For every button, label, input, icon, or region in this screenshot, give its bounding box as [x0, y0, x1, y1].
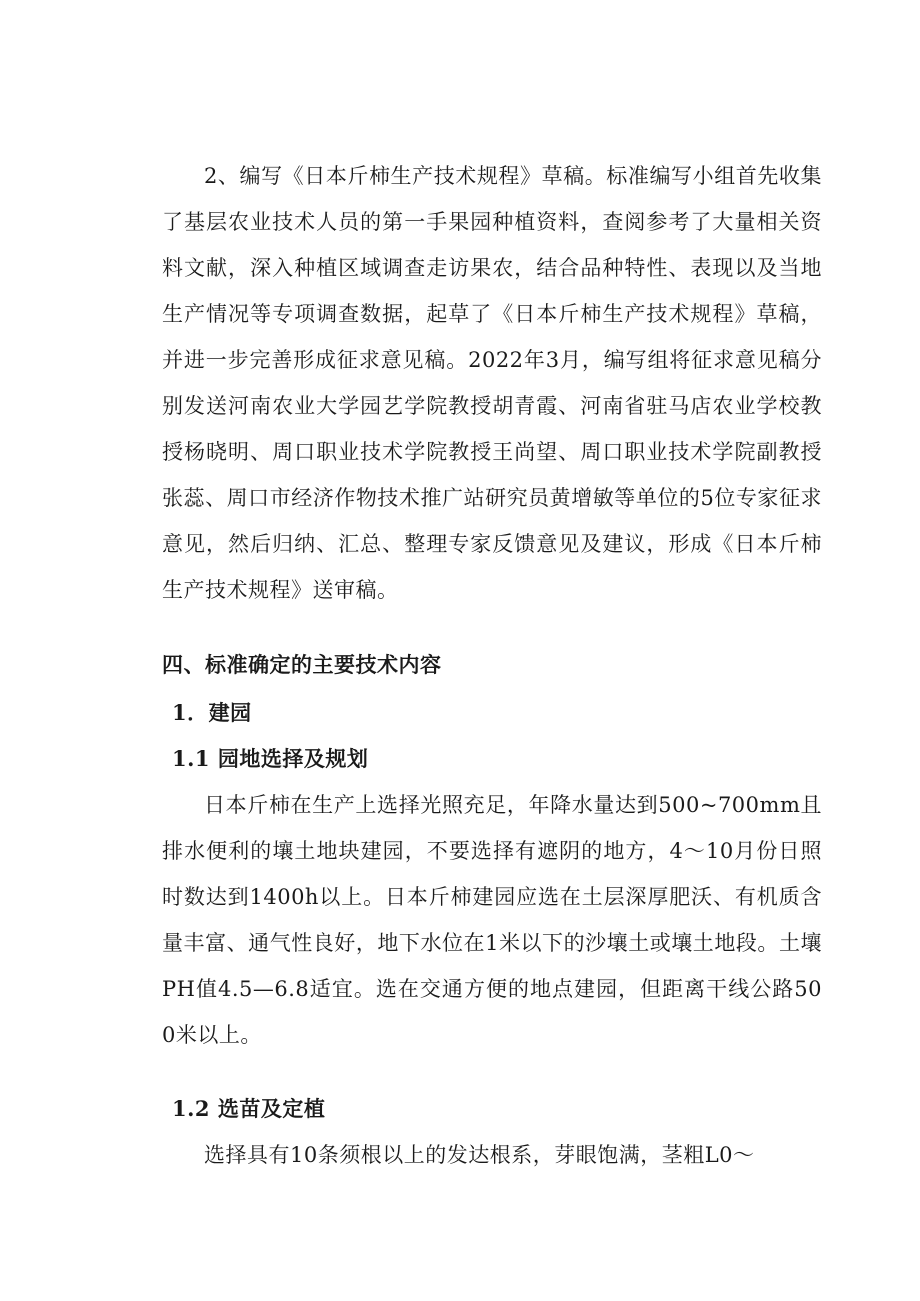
section-heading: 四、标准确定的主要技术内容 [162, 653, 442, 677]
subheading-site-building: 1．建园 [172, 700, 252, 725]
subheading-seedling-planting: 1.2 选苗及定植 [172, 1096, 326, 1121]
paragraph-drafting: 2、编写《日本斤柿生产技术规程》草稿。标准编写小组首先收集了基层农业技术人员的第一手果园种植资料，查阅参考了大量相关资料文献，深入种植区域调查走访果农，结合品种特性、表现以及当地生产情况等专项调查数据，起草了《日本斤柿生产技术规程》草稿，并进一步完善形成征求意见稿。2022年3月，编写组将征求意见稿分别发送河南农业大学园艺学院教授胡青霞、河南省驻马店农业学校教授杨晓明、周口职业技术学院教授王尚望、周口职业技术学院副教授张蕊、周口市经济作物技术推广站研究员黄增敏等单位的5位专家征求意见，然后归纳、汇总、整理专家反馈意见及建议，形成《日本斤柿生产技术规程》送审稿。 [162, 164, 822, 602]
subheading-site-selection: 1.1 园地选择及规划 [172, 746, 369, 771]
paragraph-site-selection: 日本斤柿在生产上选择光照充足，年降水量达到500~700mm且排水便利的壤土地块建园，不要选择有遮阴的地方，4～10月份日照时数达到1400h以上。日本斤柿建园应选在土层深厚肥沃、有机质含量丰富、通气性良好，地下水位在1米以下的沙壤土或壤土地段。土壤PH值4.5—6.8适宜。选在交通方便的地点建园，但距离干线公路500米以上。 [162, 793, 822, 1047]
paragraph-seedling: 选择具有10条须根以上的发达根系，芽眼饱满，茎粗L0～ [204, 1143, 755, 1167]
